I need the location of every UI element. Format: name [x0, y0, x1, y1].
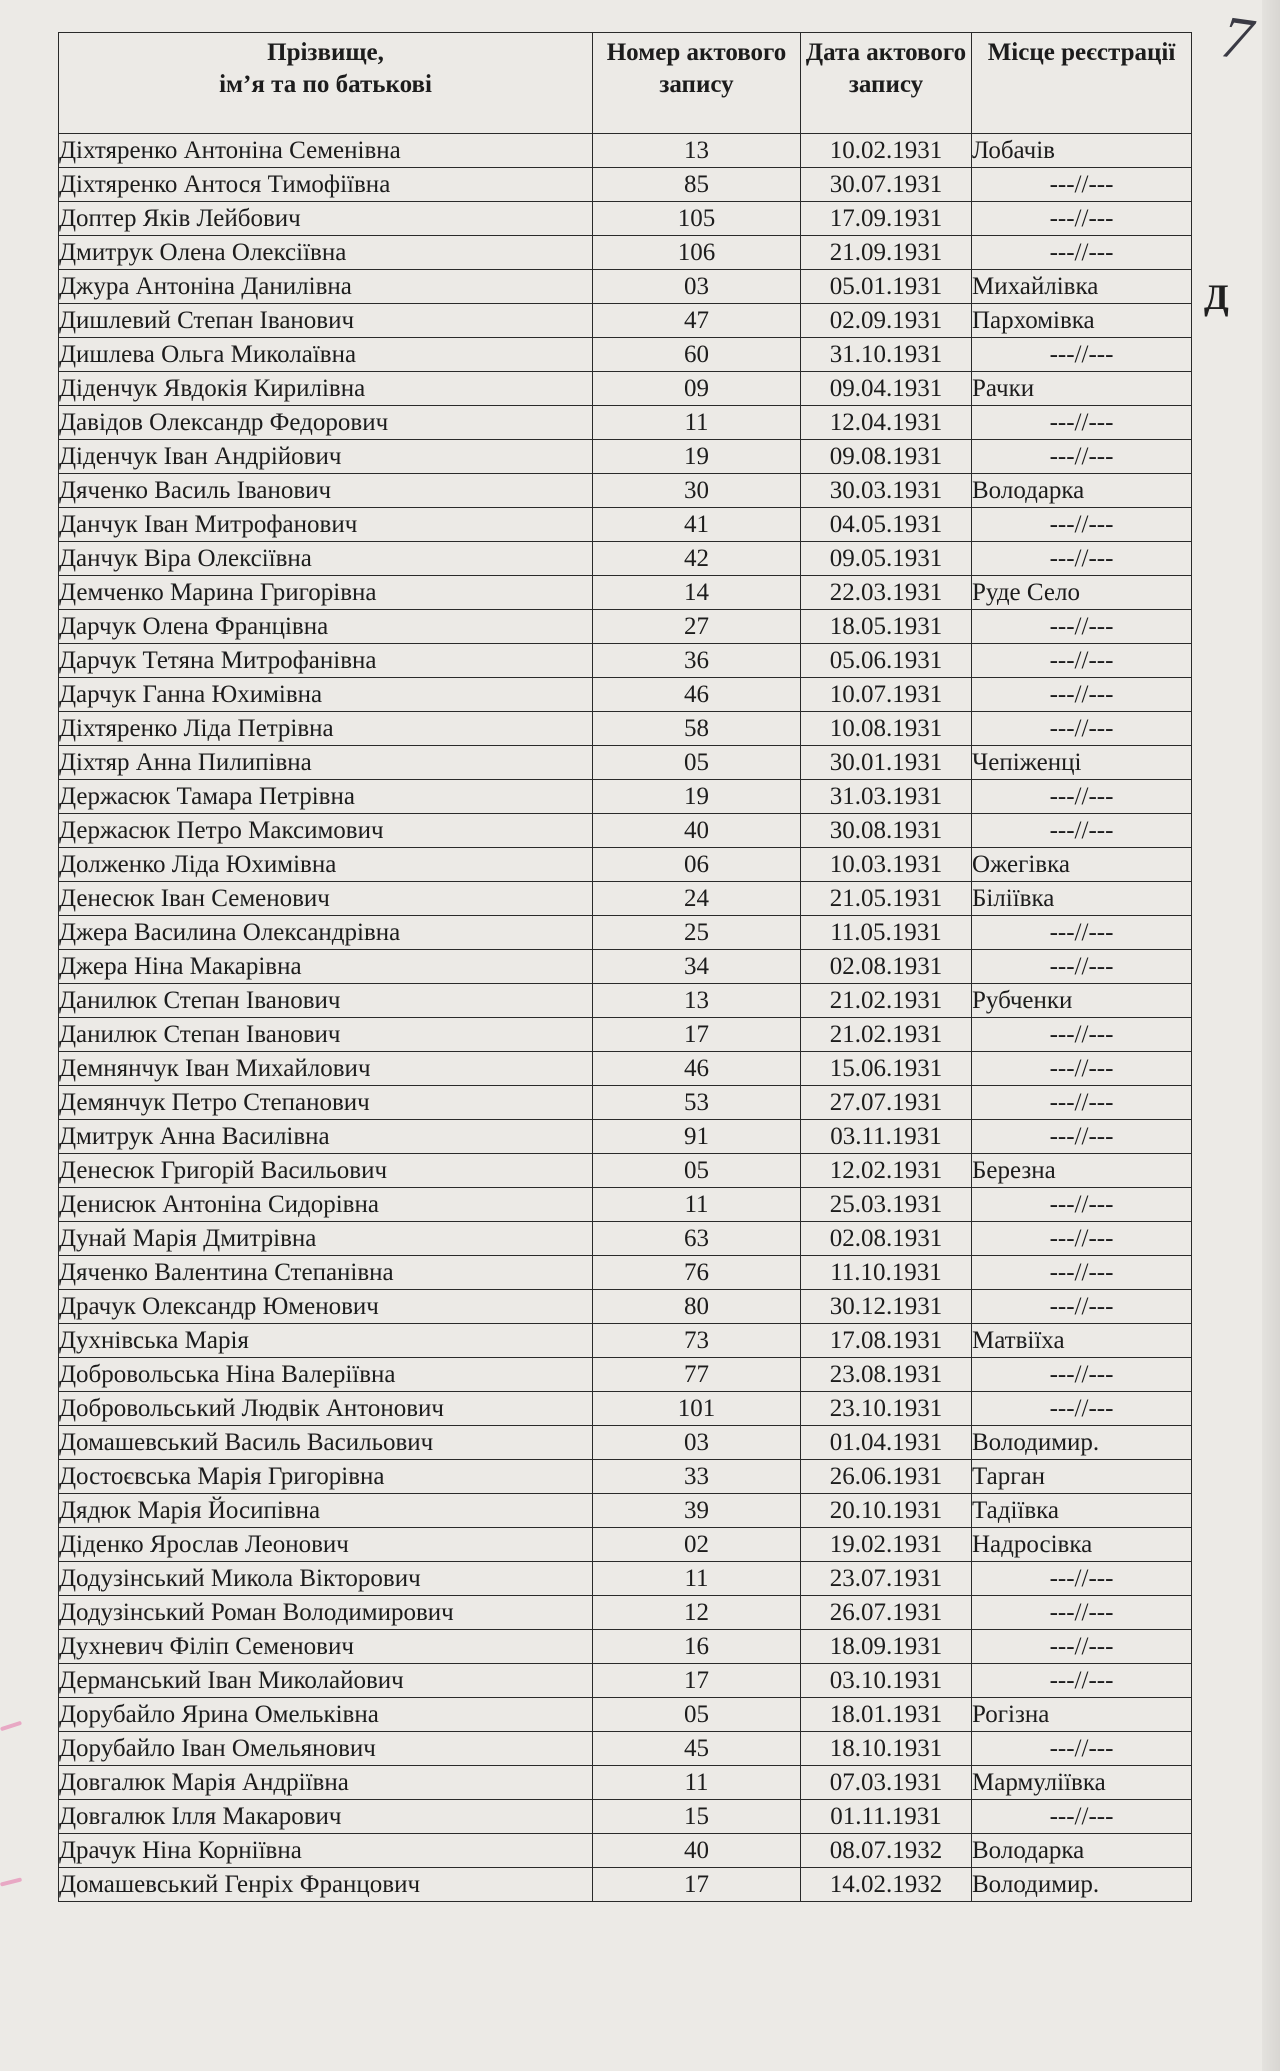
cell-registration-place: ---//---: [972, 1290, 1192, 1324]
cell-record-number: 05: [593, 1698, 801, 1732]
cell-registration-place: ---//---: [972, 440, 1192, 474]
cell-name: Додузінський Микола Вікторович: [59, 1562, 593, 1596]
table-row: [59, 780, 1192, 814]
cell-registration-place: Березна: [972, 1154, 1192, 1188]
cell-name: Домашевський Генріх Францович: [59, 1868, 593, 1902]
table-row: [59, 1052, 1192, 1086]
table-row: [59, 168, 1192, 202]
cell-record-number: 24: [593, 882, 801, 916]
table-row: [59, 1834, 1192, 1868]
cell-record-date: 02.08.1931: [801, 1222, 972, 1256]
table-row: [59, 474, 1192, 508]
cell-record-date: 12.02.1931: [801, 1154, 972, 1188]
cell-registration-place: ---//---: [972, 1732, 1192, 1766]
cell-record-date: 10.03.1931: [801, 848, 972, 882]
cell-registration-place: ---//---: [972, 1188, 1192, 1222]
cell-record-date: 17.09.1931: [801, 202, 972, 236]
cell-record-date: 09.05.1931: [801, 542, 972, 576]
cell-name: Духневич Філіп Семенович: [59, 1630, 593, 1664]
table-header-row: [59, 33, 1192, 134]
cell-record-number: 39: [593, 1494, 801, 1528]
cell-record-date: 05.06.1931: [801, 644, 972, 678]
cell-name: Дорубайло Іван Омельянович: [59, 1732, 593, 1766]
cell-record-number: 60: [593, 338, 801, 372]
table-row: [59, 1154, 1192, 1188]
cell-name: Діхтяр Анна Пилипівна: [59, 746, 593, 780]
cell-name: Добровольський Людвік Антонович: [59, 1392, 593, 1426]
table-row: [59, 236, 1192, 270]
cell-name: Драчук Олександр Юменович: [59, 1290, 593, 1324]
table-row: [59, 1256, 1192, 1290]
table-row: [59, 678, 1192, 712]
cell-name: Денесюк Григорій Васильович: [59, 1154, 593, 1188]
cell-registration-place: Мармуліївка: [972, 1766, 1192, 1800]
index-letter: Д: [1204, 277, 1229, 317]
cell-record-number: 85: [593, 168, 801, 202]
cell-record-date: 01.04.1931: [801, 1426, 972, 1460]
cell-name: Данилюк Степан Іванович: [59, 1018, 593, 1052]
cell-name: Діденчук Іван Андрійович: [59, 440, 593, 474]
cell-record-number: 17: [593, 1664, 801, 1698]
cell-name: Держасюк Петро Максимович: [59, 814, 593, 848]
cell-registration-place: ---//---: [972, 950, 1192, 984]
cell-record-number: 14: [593, 576, 801, 610]
cell-record-date: 30.01.1931: [801, 746, 972, 780]
cell-name: Дмитрук Олена Олексіївна: [59, 236, 593, 270]
page-number-handwritten: 7: [1217, 3, 1257, 73]
cell-registration-place: ---//---: [972, 780, 1192, 814]
page-edge: [1262, 0, 1280, 2071]
table-row: [59, 814, 1192, 848]
cell-record-date: 09.08.1931: [801, 440, 972, 474]
cell-registration-place: ---//---: [972, 338, 1192, 372]
cell-record-number: 40: [593, 1834, 801, 1868]
cell-record-number: 46: [593, 678, 801, 712]
cell-record-number: 63: [593, 1222, 801, 1256]
cell-registration-place: ---//---: [972, 236, 1192, 270]
table-row: [59, 1086, 1192, 1120]
cell-record-number: 101: [593, 1392, 801, 1426]
table-row: [59, 1562, 1192, 1596]
table-row: [59, 1324, 1192, 1358]
cell-registration-place: ---//---: [972, 1630, 1192, 1664]
table-row: [59, 1664, 1192, 1698]
table-row: [59, 1460, 1192, 1494]
cell-name: Демянчук Петро Степанович: [59, 1086, 593, 1120]
table-row: [59, 1392, 1192, 1426]
table-row: [59, 1018, 1192, 1052]
cell-record-number: 40: [593, 814, 801, 848]
table-row: [59, 916, 1192, 950]
cell-name: Діхтяренко Антоніна Семенівна: [59, 134, 593, 168]
cell-record-date: 31.10.1931: [801, 338, 972, 372]
cell-name: Додузінський Роман Володимирович: [59, 1596, 593, 1630]
cell-name: Демнянчук Іван Михайлович: [59, 1052, 593, 1086]
cell-registration-place: Володимир.: [972, 1426, 1192, 1460]
cell-record-number: 36: [593, 644, 801, 678]
header-record-number: Номер актового запису: [593, 33, 801, 134]
cell-registration-place: ---//---: [972, 644, 1192, 678]
table-row: [59, 576, 1192, 610]
cell-record-date: 18.10.1931: [801, 1732, 972, 1766]
cell-record-date: 12.04.1931: [801, 406, 972, 440]
cell-record-date: 11.10.1931: [801, 1256, 972, 1290]
cell-registration-place: ---//---: [972, 1052, 1192, 1086]
cell-registration-place: Руде Село: [972, 576, 1192, 610]
table-body: [59, 134, 1192, 1902]
cell-registration-place: Біліївка: [972, 882, 1192, 916]
cell-record-date: 03.11.1931: [801, 1120, 972, 1154]
cell-name: Драчук Ніна Корніївна: [59, 1834, 593, 1868]
cell-record-date: 11.05.1931: [801, 916, 972, 950]
table-row: [59, 1290, 1192, 1324]
cell-record-number: 11: [593, 1562, 801, 1596]
cell-registration-place: ---//---: [972, 202, 1192, 236]
cell-record-number: 77: [593, 1358, 801, 1392]
cell-record-number: 03: [593, 270, 801, 304]
cell-record-date: 23.07.1931: [801, 1562, 972, 1596]
cell-record-date: 26.06.1931: [801, 1460, 972, 1494]
cell-record-date: 18.01.1931: [801, 1698, 972, 1732]
cell-registration-place: Пархомівка: [972, 304, 1192, 338]
cell-name: Дяченко Валентина Степанівна: [59, 1256, 593, 1290]
cell-name: Держасюк Тамара Петрівна: [59, 780, 593, 814]
cell-record-number: 30: [593, 474, 801, 508]
cell-registration-place: Володарка: [972, 1834, 1192, 1868]
cell-record-date: 07.03.1931: [801, 1766, 972, 1800]
cell-record-date: 15.06.1931: [801, 1052, 972, 1086]
cell-name: Діденчук Явдокія Кирилівна: [59, 372, 593, 406]
table-row: [59, 1732, 1192, 1766]
cell-registration-place: ---//---: [972, 1596, 1192, 1630]
cell-name: Доптер Яків Лейбович: [59, 202, 593, 236]
cell-record-date: 02.09.1931: [801, 304, 972, 338]
table-row: [59, 1800, 1192, 1834]
cell-name: Дядюк Марія Йосипівна: [59, 1494, 593, 1528]
cell-record-number: 45: [593, 1732, 801, 1766]
cell-name: Джера Василина Олександрівна: [59, 916, 593, 950]
header-registration-place: Місце реєстрації: [972, 33, 1192, 134]
cell-record-date: 21.02.1931: [801, 1018, 972, 1052]
cell-record-date: 19.02.1931: [801, 1528, 972, 1562]
cell-record-number: 73: [593, 1324, 801, 1358]
cell-registration-place: ---//---: [972, 678, 1192, 712]
table-row: [59, 712, 1192, 746]
cell-name: Демченко Марина Григорівна: [59, 576, 593, 610]
cell-registration-place: ---//---: [972, 1256, 1192, 1290]
cell-name: Давідов Олександр Федорович: [59, 406, 593, 440]
cell-registration-place: ---//---: [972, 1800, 1192, 1834]
table-row: [59, 1596, 1192, 1630]
table-row: [59, 1494, 1192, 1528]
cell-record-date: 21.05.1931: [801, 882, 972, 916]
cell-record-number: 106: [593, 236, 801, 270]
cell-record-number: 47: [593, 304, 801, 338]
cell-record-number: 33: [593, 1460, 801, 1494]
cell-name: Дяченко Василь Іванович: [59, 474, 593, 508]
cell-name: Дарчук Тетяна Митрофанівна: [59, 644, 593, 678]
table-row: [59, 304, 1192, 338]
cell-record-date: 14.02.1932: [801, 1868, 972, 1902]
header-name: Прізвище, ім’я та по батькові: [59, 33, 593, 134]
table-row: [59, 406, 1192, 440]
cell-registration-place: ---//---: [972, 168, 1192, 202]
cell-record-date: 26.07.1931: [801, 1596, 972, 1630]
cell-registration-place: ---//---: [972, 1018, 1192, 1052]
table-row: [59, 644, 1192, 678]
cell-registration-place: ---//---: [972, 1664, 1192, 1698]
table-row: [59, 338, 1192, 372]
cell-registration-place: ---//---: [972, 1086, 1192, 1120]
cell-registration-place: ---//---: [972, 814, 1192, 848]
cell-record-date: 23.10.1931: [801, 1392, 972, 1426]
cell-record-number: 11: [593, 1188, 801, 1222]
cell-record-number: 91: [593, 1120, 801, 1154]
cell-registration-place: Рубченки: [972, 984, 1192, 1018]
cell-registration-place: Надросівка: [972, 1528, 1192, 1562]
cell-name: Данилюк Степан Іванович: [59, 984, 593, 1018]
cell-name: Денисюк Антоніна Сидорівна: [59, 1188, 593, 1222]
cell-name: Дарчук Ганна Юхимівна: [59, 678, 593, 712]
cell-record-date: 20.10.1931: [801, 1494, 972, 1528]
cell-record-date: 01.11.1931: [801, 1800, 972, 1834]
cell-registration-place: Рогізна: [972, 1698, 1192, 1732]
cell-record-date: 23.08.1931: [801, 1358, 972, 1392]
table-row: [59, 1630, 1192, 1664]
table-row: [59, 440, 1192, 474]
table-row: [59, 950, 1192, 984]
cell-registration-place: ---//---: [972, 916, 1192, 950]
cell-record-date: 30.08.1931: [801, 814, 972, 848]
table-row: [59, 372, 1192, 406]
table-row: [59, 1188, 1192, 1222]
cell-record-number: 05: [593, 1154, 801, 1188]
cell-name: Дунай Марія Дмитрівна: [59, 1222, 593, 1256]
cell-record-number: 46: [593, 1052, 801, 1086]
cell-record-number: 17: [593, 1018, 801, 1052]
cell-record-date: 30.12.1931: [801, 1290, 972, 1324]
table-row: [59, 202, 1192, 236]
cell-registration-place: Рачки: [972, 372, 1192, 406]
cell-record-number: 58: [593, 712, 801, 746]
highlighter-mark: [0, 1721, 22, 1732]
cell-name: Дерманський Іван Миколайович: [59, 1664, 593, 1698]
cell-record-date: 21.09.1931: [801, 236, 972, 270]
cell-record-number: 53: [593, 1086, 801, 1120]
cell-record-number: 11: [593, 1766, 801, 1800]
cell-registration-place: Тарган: [972, 1460, 1192, 1494]
cell-record-date: 30.03.1931: [801, 474, 972, 508]
cell-record-date: 31.03.1931: [801, 780, 972, 814]
table-row: [59, 270, 1192, 304]
header-record-date: Дата актового запису: [801, 33, 972, 134]
cell-name: Дишлевий Степан Іванович: [59, 304, 593, 338]
cell-record-number: 02: [593, 1528, 801, 1562]
table-row: [59, 882, 1192, 916]
cell-name: Духнівська Марія: [59, 1324, 593, 1358]
cell-name: Домашевський Василь Васильович: [59, 1426, 593, 1460]
cell-record-date: 05.01.1931: [801, 270, 972, 304]
table-row: [59, 1868, 1192, 1902]
cell-record-number: 27: [593, 610, 801, 644]
cell-record-number: 11: [593, 406, 801, 440]
cell-registration-place: Володимир.: [972, 1868, 1192, 1902]
table-row: [59, 984, 1192, 1018]
cell-name: Діденко Ярослав Леонович: [59, 1528, 593, 1562]
cell-record-date: 22.03.1931: [801, 576, 972, 610]
table-row: [59, 542, 1192, 576]
cell-registration-place: ---//---: [972, 712, 1192, 746]
cell-record-date: 27.07.1931: [801, 1086, 972, 1120]
cell-registration-place: ---//---: [972, 1562, 1192, 1596]
cell-name: Діхтяренко Антося Тимофіївна: [59, 168, 593, 202]
cell-record-date: 10.08.1931: [801, 712, 972, 746]
cell-name: Денесюк Іван Семенович: [59, 882, 593, 916]
cell-record-number: 19: [593, 780, 801, 814]
cell-registration-place: ---//---: [972, 1392, 1192, 1426]
cell-registration-place: Ожегівка: [972, 848, 1192, 882]
cell-record-number: 80: [593, 1290, 801, 1324]
cell-record-number: 19: [593, 440, 801, 474]
cell-registration-place: ---//---: [972, 1358, 1192, 1392]
cell-record-number: 13: [593, 984, 801, 1018]
cell-record-date: 25.03.1931: [801, 1188, 972, 1222]
cell-name: Дарчук Олена Францівна: [59, 610, 593, 644]
cell-registration-place: Чепіженці: [972, 746, 1192, 780]
cell-record-number: 16: [593, 1630, 801, 1664]
cell-registration-place: ---//---: [972, 1120, 1192, 1154]
cell-registration-place: ---//---: [972, 1222, 1192, 1256]
cell-record-date: 18.05.1931: [801, 610, 972, 644]
cell-name: Дишлева Ольга Миколаївна: [59, 338, 593, 372]
cell-name: Достоєвська Марія Григорівна: [59, 1460, 593, 1494]
cell-record-number: 25: [593, 916, 801, 950]
cell-registration-place: ---//---: [972, 542, 1192, 576]
table-row: [59, 1222, 1192, 1256]
cell-registration-place: Лобачів: [972, 134, 1192, 168]
cell-registration-place: ---//---: [972, 508, 1192, 542]
cell-record-number: 105: [593, 202, 801, 236]
table-row: [59, 746, 1192, 780]
highlighter-mark: [0, 1877, 22, 1886]
cell-name: Добровольська Ніна Валеріївна: [59, 1358, 593, 1392]
table-row: [59, 848, 1192, 882]
cell-record-date: 17.08.1931: [801, 1324, 972, 1358]
cell-registration-place: ---//---: [972, 610, 1192, 644]
cell-record-number: 05: [593, 746, 801, 780]
cell-record-date: 21.02.1931: [801, 984, 972, 1018]
cell-record-number: 41: [593, 508, 801, 542]
cell-name: Довгалюк Марія Андріївна: [59, 1766, 593, 1800]
table-row: [59, 134, 1192, 168]
cell-record-number: 12: [593, 1596, 801, 1630]
cell-record-number: 34: [593, 950, 801, 984]
cell-name: Довгалюк Ілля Макарович: [59, 1800, 593, 1834]
cell-record-number: 17: [593, 1868, 801, 1902]
table-row: [59, 508, 1192, 542]
cell-record-number: 06: [593, 848, 801, 882]
cell-name: Долженко Ліда Юхимівна: [59, 848, 593, 882]
table-row: [59, 1766, 1192, 1800]
table-row: [59, 610, 1192, 644]
register-table: [58, 32, 1192, 1902]
cell-record-number: 15: [593, 1800, 801, 1834]
cell-record-number: 09: [593, 372, 801, 406]
cell-registration-place: ---//---: [972, 406, 1192, 440]
cell-name: Джера Ніна Макарівна: [59, 950, 593, 984]
cell-name: Дмитрук Анна Василівна: [59, 1120, 593, 1154]
cell-record-date: 02.08.1931: [801, 950, 972, 984]
cell-record-number: 76: [593, 1256, 801, 1290]
cell-record-number: 03: [593, 1426, 801, 1460]
cell-name: Данчук Іван Митрофанович: [59, 508, 593, 542]
cell-record-date: 30.07.1931: [801, 168, 972, 202]
cell-name: Діхтяренко Ліда Петрівна: [59, 712, 593, 746]
cell-registration-place: Тадіївка: [972, 1494, 1192, 1528]
cell-registration-place: Володарка: [972, 474, 1192, 508]
cell-record-date: 09.04.1931: [801, 372, 972, 406]
cell-record-date: 08.07.1932: [801, 1834, 972, 1868]
table-row: [59, 1120, 1192, 1154]
table-row: [59, 1358, 1192, 1392]
cell-record-date: 10.02.1931: [801, 134, 972, 168]
cell-name: Дорубайло Ярина Омельківна: [59, 1698, 593, 1732]
cell-name: Джура Антоніна Данилівна: [59, 270, 593, 304]
cell-registration-place: Михайлівка: [972, 270, 1192, 304]
table-row: [59, 1426, 1192, 1460]
cell-registration-place: Матвіїха: [972, 1324, 1192, 1358]
cell-record-date: 03.10.1931: [801, 1664, 972, 1698]
cell-record-number: 42: [593, 542, 801, 576]
cell-record-number: 13: [593, 134, 801, 168]
table-row: [59, 1528, 1192, 1562]
cell-record-date: 18.09.1931: [801, 1630, 972, 1664]
cell-name: Данчук Віра Олексіївна: [59, 542, 593, 576]
cell-record-date: 04.05.1931: [801, 508, 972, 542]
cell-record-date: 10.07.1931: [801, 678, 972, 712]
table-row: [59, 1698, 1192, 1732]
